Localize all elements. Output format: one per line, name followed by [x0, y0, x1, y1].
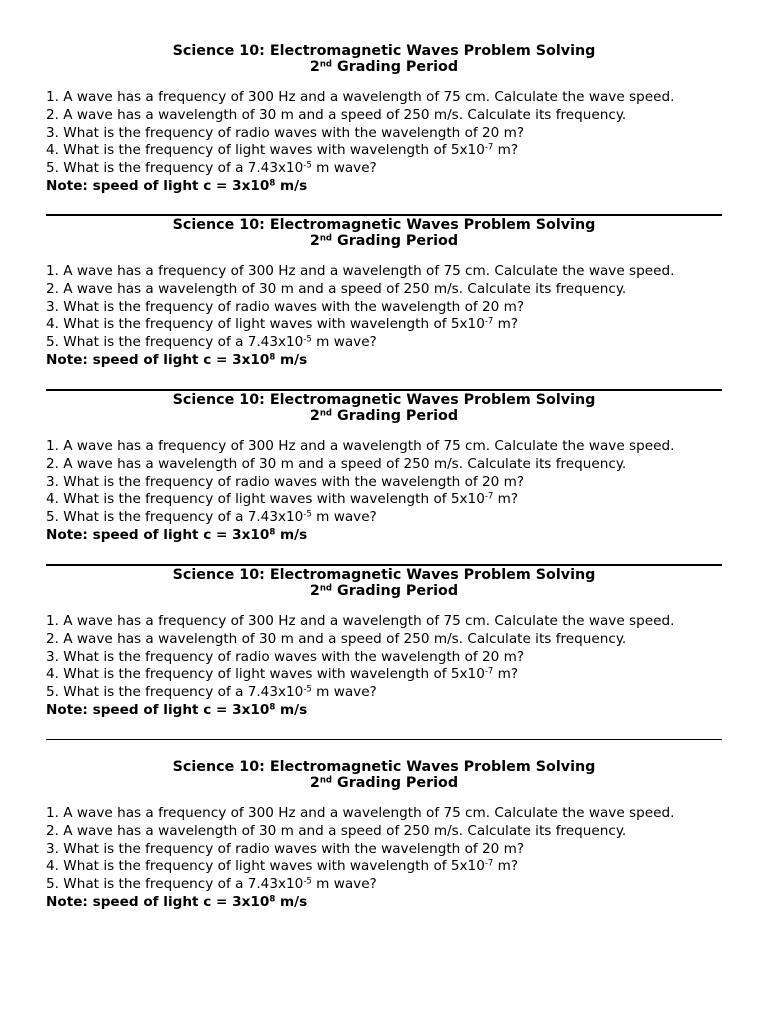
period-label: Grading Period [331, 59, 459, 75]
question-3: 3. What is the frequency of radio waves with the wavelength of 20 m? [46, 124, 525, 141]
question-3: 3. What is the frequency of radio waves with the wavelength of 20 m? [46, 840, 525, 857]
question-4-exponent: -7 [484, 491, 494, 502]
question-4-text: 4. What is the frequency of light waves with wavelength of 5x10 [46, 316, 485, 333]
question-4 [46, 491, 722, 509]
speed-of-light-note [46, 178, 722, 196]
question-4 [46, 858, 722, 876]
question-1: 1. A wave has a frequency of 300 Hz and a wavelength of 75 cm. Calculate the wave speed. [46, 805, 675, 821]
period-label: Grading Period [331, 408, 459, 424]
worksheet-title: Science 10: Electromagnetic Waves Problem Solving [172, 392, 596, 408]
worksheet-title: Science 10: Electromagnetic Waves Problem Solving [172, 43, 596, 59]
period-ordinal-suffix: nd [319, 583, 332, 594]
question-4-text: 4. What is the frequency of light waves with wavelength of 5x10 [46, 142, 485, 159]
grading-period [46, 583, 722, 599]
period-number: 2 [309, 59, 320, 75]
note-unit: m/s [275, 893, 308, 910]
speed-of-light-note [46, 352, 722, 370]
question-4-text: 4. What is the frequency of light waves with wavelength of 5x10 [46, 491, 485, 508]
question-1: 1. A wave has a frequency of 300 Hz and a wavelength of 75 cm. Calculate the wave speed. [46, 613, 675, 629]
question-5-exponent: -5 [303, 509, 312, 520]
question-4-exponent: -7 [484, 316, 494, 327]
note-unit: m/s [275, 177, 308, 194]
note-text: Note: speed of light c = 3x10 [46, 526, 270, 543]
note-exponent: 8 [269, 894, 276, 905]
question-5-exponent: -5 [303, 684, 312, 695]
note-exponent: 8 [269, 178, 276, 189]
question-list [46, 263, 722, 370]
question-4 [46, 142, 722, 160]
period-label: Grading Period [331, 583, 459, 599]
question-5-unit: m wave? [311, 876, 377, 893]
question-2: 2. A wave has a wavelength of 30 m and a speed of 250 m/s. Calculate its frequency. [46, 106, 627, 123]
worksheet-title: Science 10: Electromagnetic Waves Problem Solving [172, 759, 596, 775]
question-5 [46, 684, 722, 702]
question-3: 3. What is the frequency of radio waves with the wavelength of 20 m? [46, 473, 525, 490]
worksheet-copy-5 [46, 759, 722, 912]
grading-period [46, 775, 722, 791]
period-number: 2 [309, 583, 320, 599]
note-text: Note: speed of light c = 3x10 [46, 701, 270, 718]
question-5-exponent: -5 [303, 160, 312, 171]
period-ordinal-suffix: nd [319, 59, 332, 70]
question-list [46, 613, 722, 720]
note-unit: m/s [275, 351, 308, 368]
note-text: Note: speed of light c = 3x10 [46, 177, 270, 194]
question-list [46, 438, 722, 545]
question-5-text: 5. What is the frequency of a 7.43x10 [46, 876, 304, 893]
question-2: 2. A wave has a wavelength of 30 m and a speed of 250 m/s. Calculate its frequency. [46, 280, 627, 297]
note-text: Note: speed of light c = 3x10 [46, 893, 270, 910]
question-5-text: 5. What is the frequency of a 7.43x10 [46, 684, 304, 701]
speed-of-light-note [46, 894, 722, 912]
divider-line [46, 739, 722, 740]
question-1: 1. A wave has a frequency of 300 Hz and a wavelength of 75 cm. Calculate the wave speed. [46, 438, 675, 454]
worksheet-copy-2 [46, 217, 722, 370]
question-4-unit: m? [493, 142, 519, 159]
question-4-exponent: -7 [484, 142, 494, 153]
question-3: 3. What is the frequency of radio waves with the wavelength of 20 m? [46, 648, 525, 665]
grading-period [46, 59, 722, 75]
question-2: 2. A wave has a wavelength of 30 m and a speed of 250 m/s. Calculate its frequency. [46, 455, 627, 472]
question-list [46, 805, 722, 912]
question-5-exponent: -5 [303, 876, 312, 887]
note-unit: m/s [275, 526, 308, 543]
question-3: 3. What is the frequency of radio waves with the wavelength of 20 m? [46, 298, 525, 315]
divider-line [46, 564, 722, 566]
question-4-unit: m? [493, 316, 519, 333]
question-2: 2. A wave has a wavelength of 30 m and a speed of 250 m/s. Calculate its frequency. [46, 822, 627, 839]
period-number: 2 [309, 775, 320, 791]
question-5 [46, 509, 722, 527]
question-1: 1. A wave has a frequency of 300 Hz and a wavelength of 75 cm. Calculate the wave speed. [46, 89, 675, 105]
worksheet-copy-4 [46, 567, 722, 720]
question-5-unit: m wave? [311, 684, 377, 701]
grading-period [46, 233, 722, 249]
grading-period [46, 408, 722, 424]
question-5-text: 5. What is the frequency of a 7.43x10 [46, 334, 304, 351]
speed-of-light-note [46, 702, 722, 720]
question-5-text: 5. What is the frequency of a 7.43x10 [46, 509, 304, 526]
question-4-exponent: -7 [484, 666, 494, 677]
question-5-exponent: -5 [303, 334, 312, 345]
period-number: 2 [309, 233, 320, 249]
note-unit: m/s [275, 701, 308, 718]
period-number: 2 [309, 408, 320, 424]
question-4-text: 4. What is the frequency of light waves with wavelength of 5x10 [46, 666, 485, 683]
question-5-unit: m wave? [311, 160, 377, 177]
note-text: Note: speed of light c = 3x10 [46, 351, 270, 368]
period-ordinal-suffix: nd [319, 775, 332, 786]
worksheet-copy-3 [46, 392, 722, 545]
question-5-unit: m wave? [311, 509, 377, 526]
question-4-exponent: -7 [484, 858, 494, 869]
question-5 [46, 160, 722, 178]
period-ordinal-suffix: nd [319, 408, 332, 419]
divider-line [46, 389, 722, 391]
worksheet-title: Science 10: Electromagnetic Waves Problem Solving [172, 567, 596, 583]
note-exponent: 8 [269, 527, 276, 538]
note-exponent: 8 [269, 702, 276, 713]
question-1: 1. A wave has a frequency of 300 Hz and a wavelength of 75 cm. Calculate the wave speed. [46, 263, 675, 279]
question-list [46, 89, 722, 196]
question-5 [46, 876, 722, 894]
question-4 [46, 666, 722, 684]
question-4-unit: m? [493, 666, 519, 683]
question-4 [46, 316, 722, 334]
question-4-unit: m? [493, 858, 519, 875]
question-4-unit: m? [493, 491, 519, 508]
question-2: 2. A wave has a wavelength of 30 m and a speed of 250 m/s. Calculate its frequency. [46, 630, 627, 647]
question-5 [46, 334, 722, 352]
divider-line [46, 214, 722, 216]
worksheet-copy-1 [46, 43, 722, 196]
question-5-text: 5. What is the frequency of a 7.43x10 [46, 160, 304, 177]
question-5-unit: m wave? [311, 334, 377, 351]
period-ordinal-suffix: nd [319, 233, 332, 244]
note-exponent: 8 [269, 352, 276, 363]
worksheet-title: Science 10: Electromagnetic Waves Problem Solving [172, 217, 596, 233]
period-label: Grading Period [331, 775, 459, 791]
question-4-text: 4. What is the frequency of light waves with wavelength of 5x10 [46, 858, 485, 875]
period-label: Grading Period [331, 233, 459, 249]
speed-of-light-note [46, 527, 722, 545]
